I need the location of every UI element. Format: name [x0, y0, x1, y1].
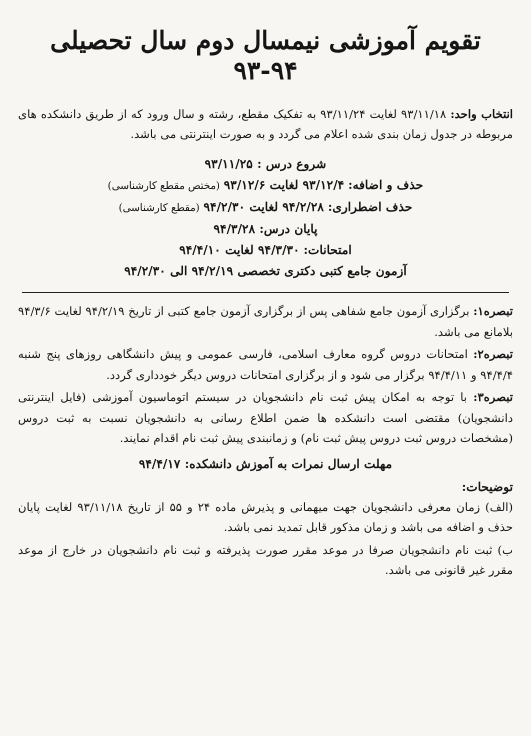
explanation-item-a: (الف) زمان معرفی دانشجویان جهت میهمانی و پذیرش ماده ۲۴ و ۵۵ از تاریخ ۹۳/۱۱/۱۸ لغایت پایان حذف و اضافه می باشد و زمان مذکور قابل تمدید نمی باشد. [18, 499, 513, 534]
class-start-line: شروع درس : ۹۳/۱۱/۲۵ [204, 157, 327, 171]
course-selection-text: ۹۳/۱۱/۱۸ لغایت ۹۳/۱۱/۲۴ به تفکیک مقطع، رشته و سال ورود که از طریق دانشکده های مربوطه در جدول زمان بندی شده اعلام می گردد و به صورت اینترنتی می باشد. [18, 107, 513, 141]
note-2-label: تبصره۲: [473, 347, 514, 361]
add-drop-note: (مختص مقطع کارشناسی) [107, 180, 220, 192]
emergency-drop-note: (مقطع کارشناسی) [118, 202, 200, 214]
note-3-text: با توجه به امکان پیش ثبت نام دانشجویان در سیستم اتوماسیون آموزشی (فایل اینترنتی دانشجویان) مقتضی است دانشکده ها ضمن اطلاع رسانی به دانشجویان نسبت به ثبت دروس (مشخصات دروس ثبت دروس پیش ثبت نام) و زمانبندی پیش ثبت نام اقدام نمایند. [18, 390, 513, 445]
exams-label: امتحانات: [303, 243, 352, 257]
schedule-block [18, 154, 513, 282]
explanation-item-b: ب) ثبت نام دانشجویان صرفا در موعد مقرر صورت پذیرفته و ثبت نام دانشجویان در خارج از موعد مقرر غیر قانونی می باشد. [18, 542, 513, 577]
exams-dates: ۹۴/۳/۳۰ لغایت ۹۴/۴/۱۰ [179, 243, 300, 257]
note-1 [18, 301, 513, 342]
course-selection-paragraph [18, 104, 513, 144]
emergency-drop-label: حذف اضطراری: [327, 200, 413, 214]
note-2-text: امتحانات دروس گروه معارف اسلامی، فارسی عمومی و پیش دانشگاهی روزهای پنج شنبه ۹۴/۴/۴ و ۹۴/۴/۱۱ برگزار می شود و از برگزاری امتحانات دروس دیگر خودداری گردد. [18, 347, 513, 382]
note-1-text: برگزاری آزمون جامع شفاهی پس از برگزاری آزمون جامع کتبی از تاریخ ۹۴/۲/۱۹ لغایت ۹۴/۳/۶ بلامانع می باشد. [18, 304, 513, 339]
phd-exam-line: آزمون جامع کتبی دکتری تخصصی ۹۴/۲/۱۹ الی ۹۴/۲/۳۰ [124, 264, 407, 278]
exams-line [18, 240, 513, 261]
add-drop-line [18, 175, 513, 197]
emergency-drop-dates: ۹۴/۲/۲۸ لغایت ۹۴/۲/۳۰ [203, 200, 324, 214]
grades-deadline: مهلت ارسال نمرات به آموزش دانشکده: ۹۴/۴/۱۷ [138, 456, 393, 471]
note-3-label: تبصره۳: [473, 390, 513, 404]
add-drop-dates: ۹۳/۱۲/۴ لغایت ۹۳/۱۲/۶ [223, 178, 345, 192]
section-divider [22, 292, 509, 293]
course-selection-label: انتخاب واحد: [450, 107, 514, 121]
explanations-title: توضیحات: [461, 479, 513, 494]
add-drop-label: حذف و اضافه: [348, 178, 424, 192]
class-end-line: پایان درس: ۹۴/۳/۲۸ [213, 222, 318, 236]
note-1-label: تبصره۱: [473, 304, 514, 318]
document-title: تقویم آموزشی نیمسال دوم سال تحصیلی ۹۴-۹۳ [50, 26, 481, 85]
note-3 [18, 387, 513, 449]
note-2 [18, 344, 513, 385]
emergency-drop-line [18, 197, 513, 219]
